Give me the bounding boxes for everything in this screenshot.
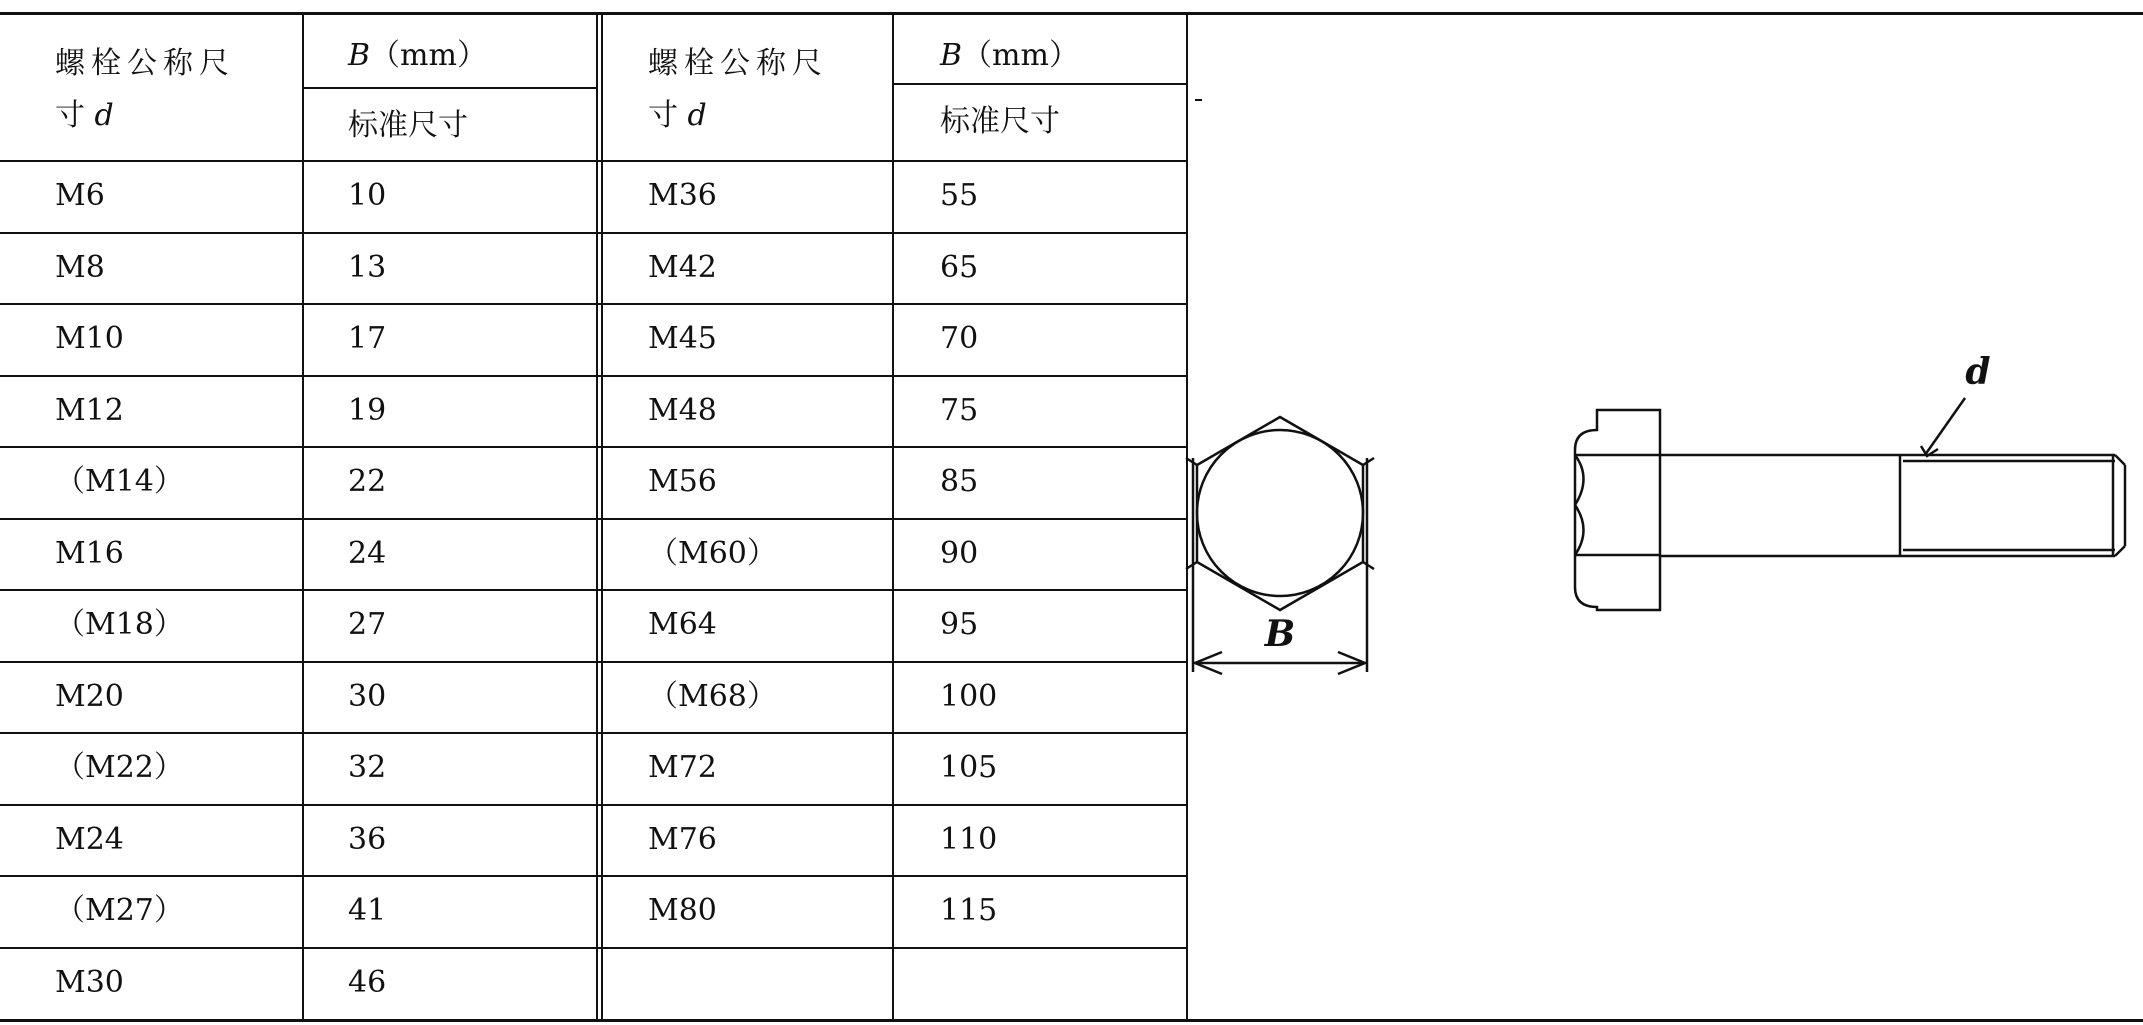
cell-bolt-size-right: （M68）	[648, 679, 777, 714]
cell-b-value-left: 30	[348, 679, 387, 714]
header-b: B（mm）	[348, 38, 487, 73]
cell-bolt-size-right: M64	[648, 607, 717, 642]
cell-b-value-left: 27	[348, 607, 387, 642]
cell-bolt-size-right: M36	[648, 178, 717, 213]
bolt-side-view	[1575, 398, 2125, 610]
header-d-line1-right: 螺栓公称尺	[648, 46, 828, 81]
cell-b-value-right: 115	[940, 893, 998, 928]
cell-bolt-size-left: M24	[55, 822, 124, 857]
cell-bolt-size-right: M72	[648, 750, 717, 785]
cell-bolt-size-left: （M18）	[55, 607, 184, 642]
cell-bolt-size-left: M12	[55, 393, 124, 428]
cell-b-value-left: 24	[348, 536, 387, 571]
cell-bolt-size-right: M45	[648, 321, 717, 356]
cell-b-value-right: 70	[940, 321, 979, 356]
cell-b-value-right: 75	[940, 393, 979, 428]
cell-b-value-right: 110	[940, 822, 998, 857]
header-d-line1: 螺栓公称尺	[55, 46, 235, 81]
cell-bolt-size-left: （M22）	[55, 750, 184, 785]
cell-bolt-size-left: （M27）	[55, 893, 184, 928]
header-b-right: B（mm）	[940, 38, 1079, 73]
cell-b-value-right: 85	[940, 464, 979, 499]
cell-b-value-right: 100	[940, 679, 998, 714]
cell-bolt-size-right: （M60）	[648, 536, 777, 571]
cell-b-value-left: 19	[348, 393, 387, 428]
cell-b-value-left: 41	[348, 893, 387, 928]
cell-b-value-right: 90	[940, 536, 979, 571]
cell-bolt-size-right: M56	[648, 464, 717, 499]
cell-bolt-size-left: M10	[55, 321, 124, 356]
cell-b-value-left: 22	[348, 464, 387, 499]
cell-b-value-right: 65	[940, 250, 979, 285]
cell-bolt-size-left: M6	[55, 178, 105, 213]
cell-bolt-size-left: M8	[55, 250, 105, 285]
bolt-label: d	[1965, 351, 1991, 393]
header-d-line2-right: 寸 d	[648, 98, 707, 133]
cell-b-value-left: 13	[348, 250, 387, 285]
cell-bolt-size-left: M30	[55, 965, 124, 1000]
cell-b-value-left: 36	[348, 822, 387, 857]
cell-bolt-size-right: M76	[648, 822, 717, 857]
cell-bolt-size-right: M42	[648, 250, 717, 285]
header-b-sub: 标准尺寸	[348, 108, 468, 143]
header-d-line2: 寸 d	[55, 98, 114, 133]
cell-b-value-left: 17	[348, 321, 387, 356]
cell-b-value-right: 55	[940, 178, 979, 213]
cell-bolt-size-left: M16	[55, 536, 124, 571]
cell-bolt-size-right: M48	[648, 393, 717, 428]
cell-bolt-size-left: M20	[55, 679, 124, 714]
cell-b-value-left: 10	[348, 178, 387, 213]
cell-b-value-right: 105	[940, 750, 998, 785]
header-b-sub-right: 标准尺寸	[940, 104, 1060, 139]
cell-b-value-left: 46	[348, 965, 387, 1000]
cell-bolt-size-right: M80	[648, 893, 717, 928]
cell-b-value-left: 32	[348, 750, 387, 785]
hex-label: B	[1264, 613, 1296, 655]
cell-b-value-right: 95	[940, 607, 979, 642]
cell-bolt-size-left: （M14）	[55, 464, 184, 499]
